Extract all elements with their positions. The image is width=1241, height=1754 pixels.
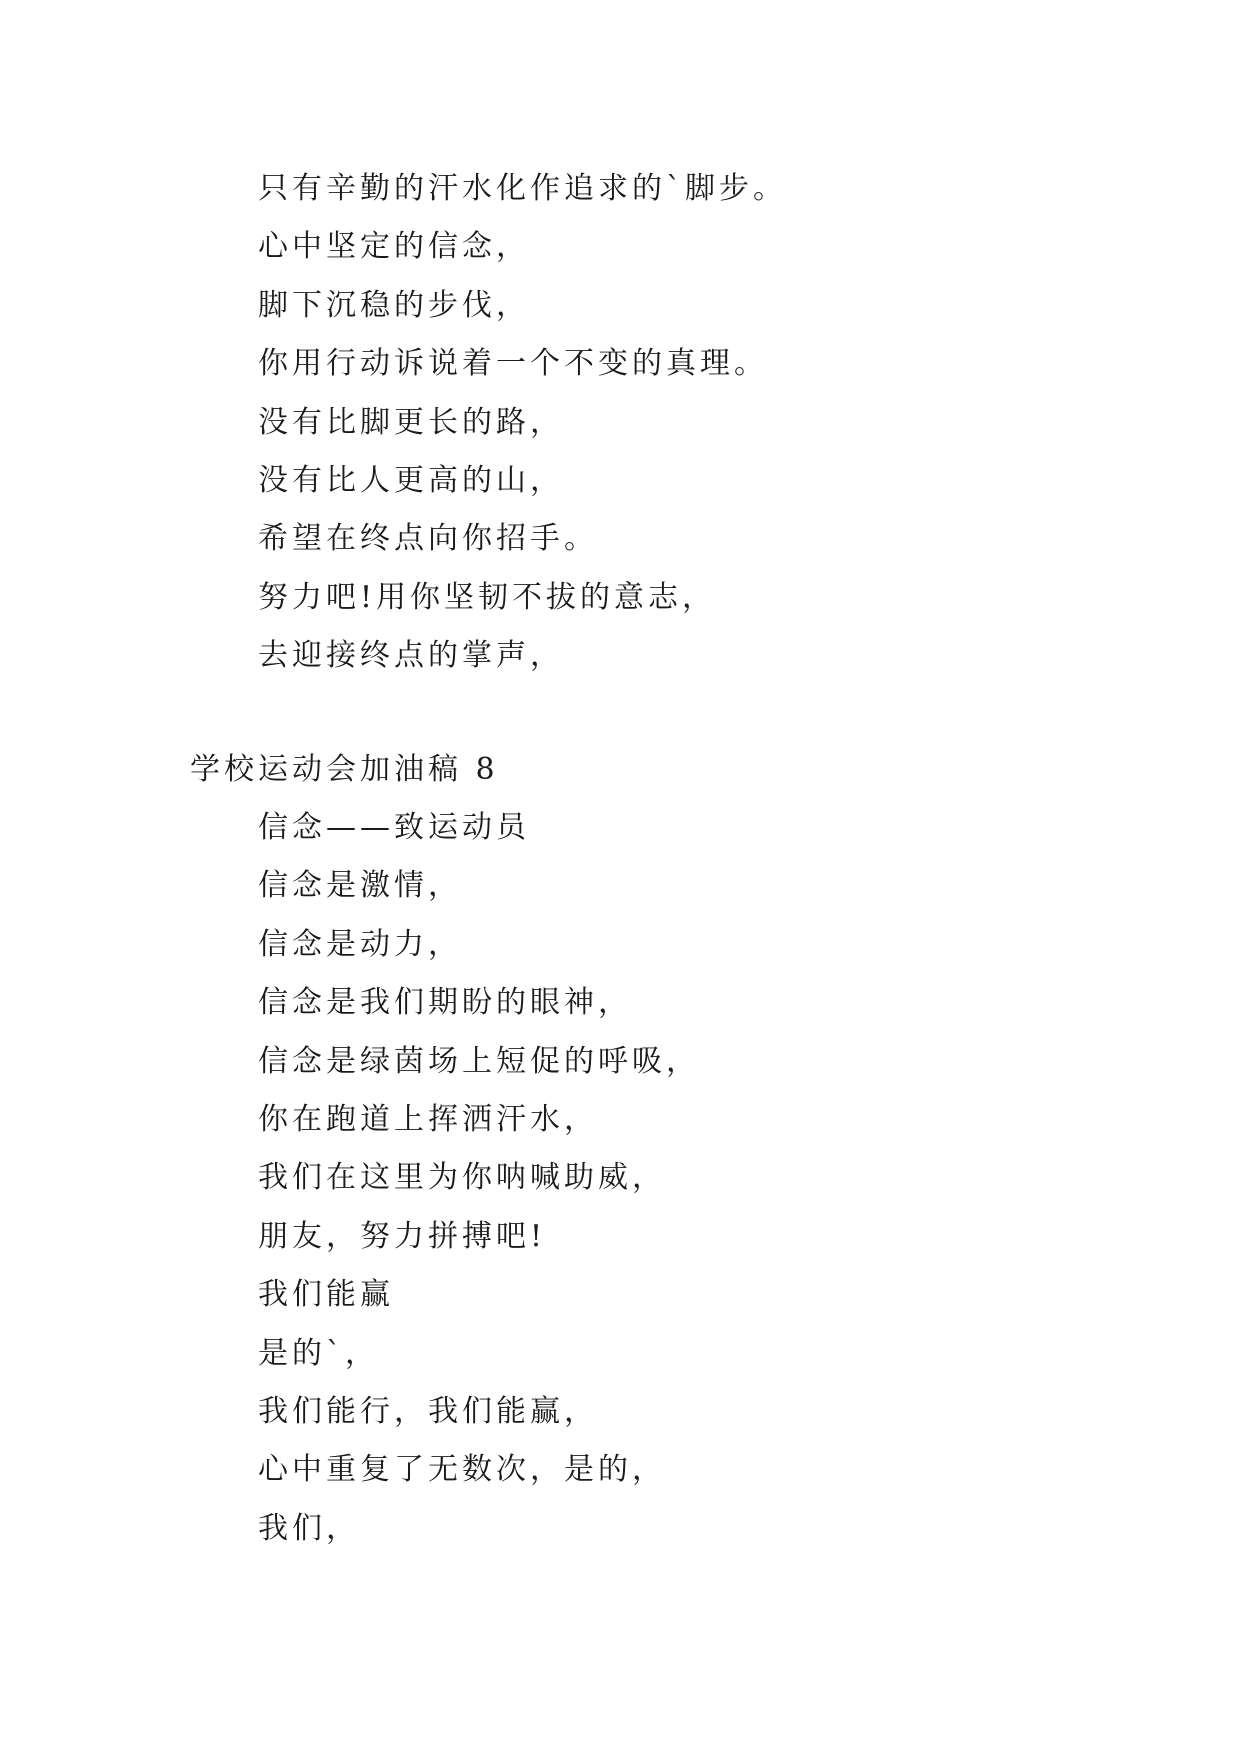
text-line: 心中坚定的信念， [258, 229, 530, 265]
text-line: 我们， [258, 1510, 360, 1546]
text-line: 没有比人更高的山， [258, 462, 564, 498]
text-line: 你用行动诉说着一个不变的真理。 [258, 346, 768, 382]
text-line: 信念是动力， [258, 926, 462, 962]
poem-continuation [258, 160, 787, 686]
text-line: 是的`， [258, 1335, 379, 1371]
section-heading: 学校运动会加油稿 8 [190, 752, 499, 787]
text-line: 信念是我们期盼的眼神， [258, 985, 632, 1021]
text-line: 我们能行，我们能赢， [258, 1393, 598, 1429]
poem-body [258, 799, 700, 1558]
text-line: 你在跑道上挥洒汗水， [258, 1101, 598, 1137]
text-line: 我们在这里为你呐喊助威， [258, 1160, 666, 1196]
text-line: 去迎接终点的掌声， [258, 638, 564, 674]
text-line: 朋友，努力拼搏吧! [258, 1218, 547, 1254]
text-line: 信念是激情， [258, 868, 462, 904]
text-line: 我们能赢 [258, 1277, 394, 1313]
text-line: 信念是绿茵场上短促的呼吸， [258, 1043, 700, 1079]
text-line: 希望在终点向你招手。 [258, 521, 598, 557]
text-line: 努力吧!用你坚韧不拔的意志， [258, 579, 717, 615]
text-line: 脚下沉稳的步伐， [258, 287, 530, 323]
text-line: 心中重复了无数次，是的， [258, 1452, 666, 1488]
text-line: 没有比脚更长的路， [258, 404, 564, 440]
text-line: 只有辛勤的汗水化作追求的`脚步。 [258, 171, 787, 206]
poem-subtitle: 信念——致运动员 [258, 810, 530, 845]
